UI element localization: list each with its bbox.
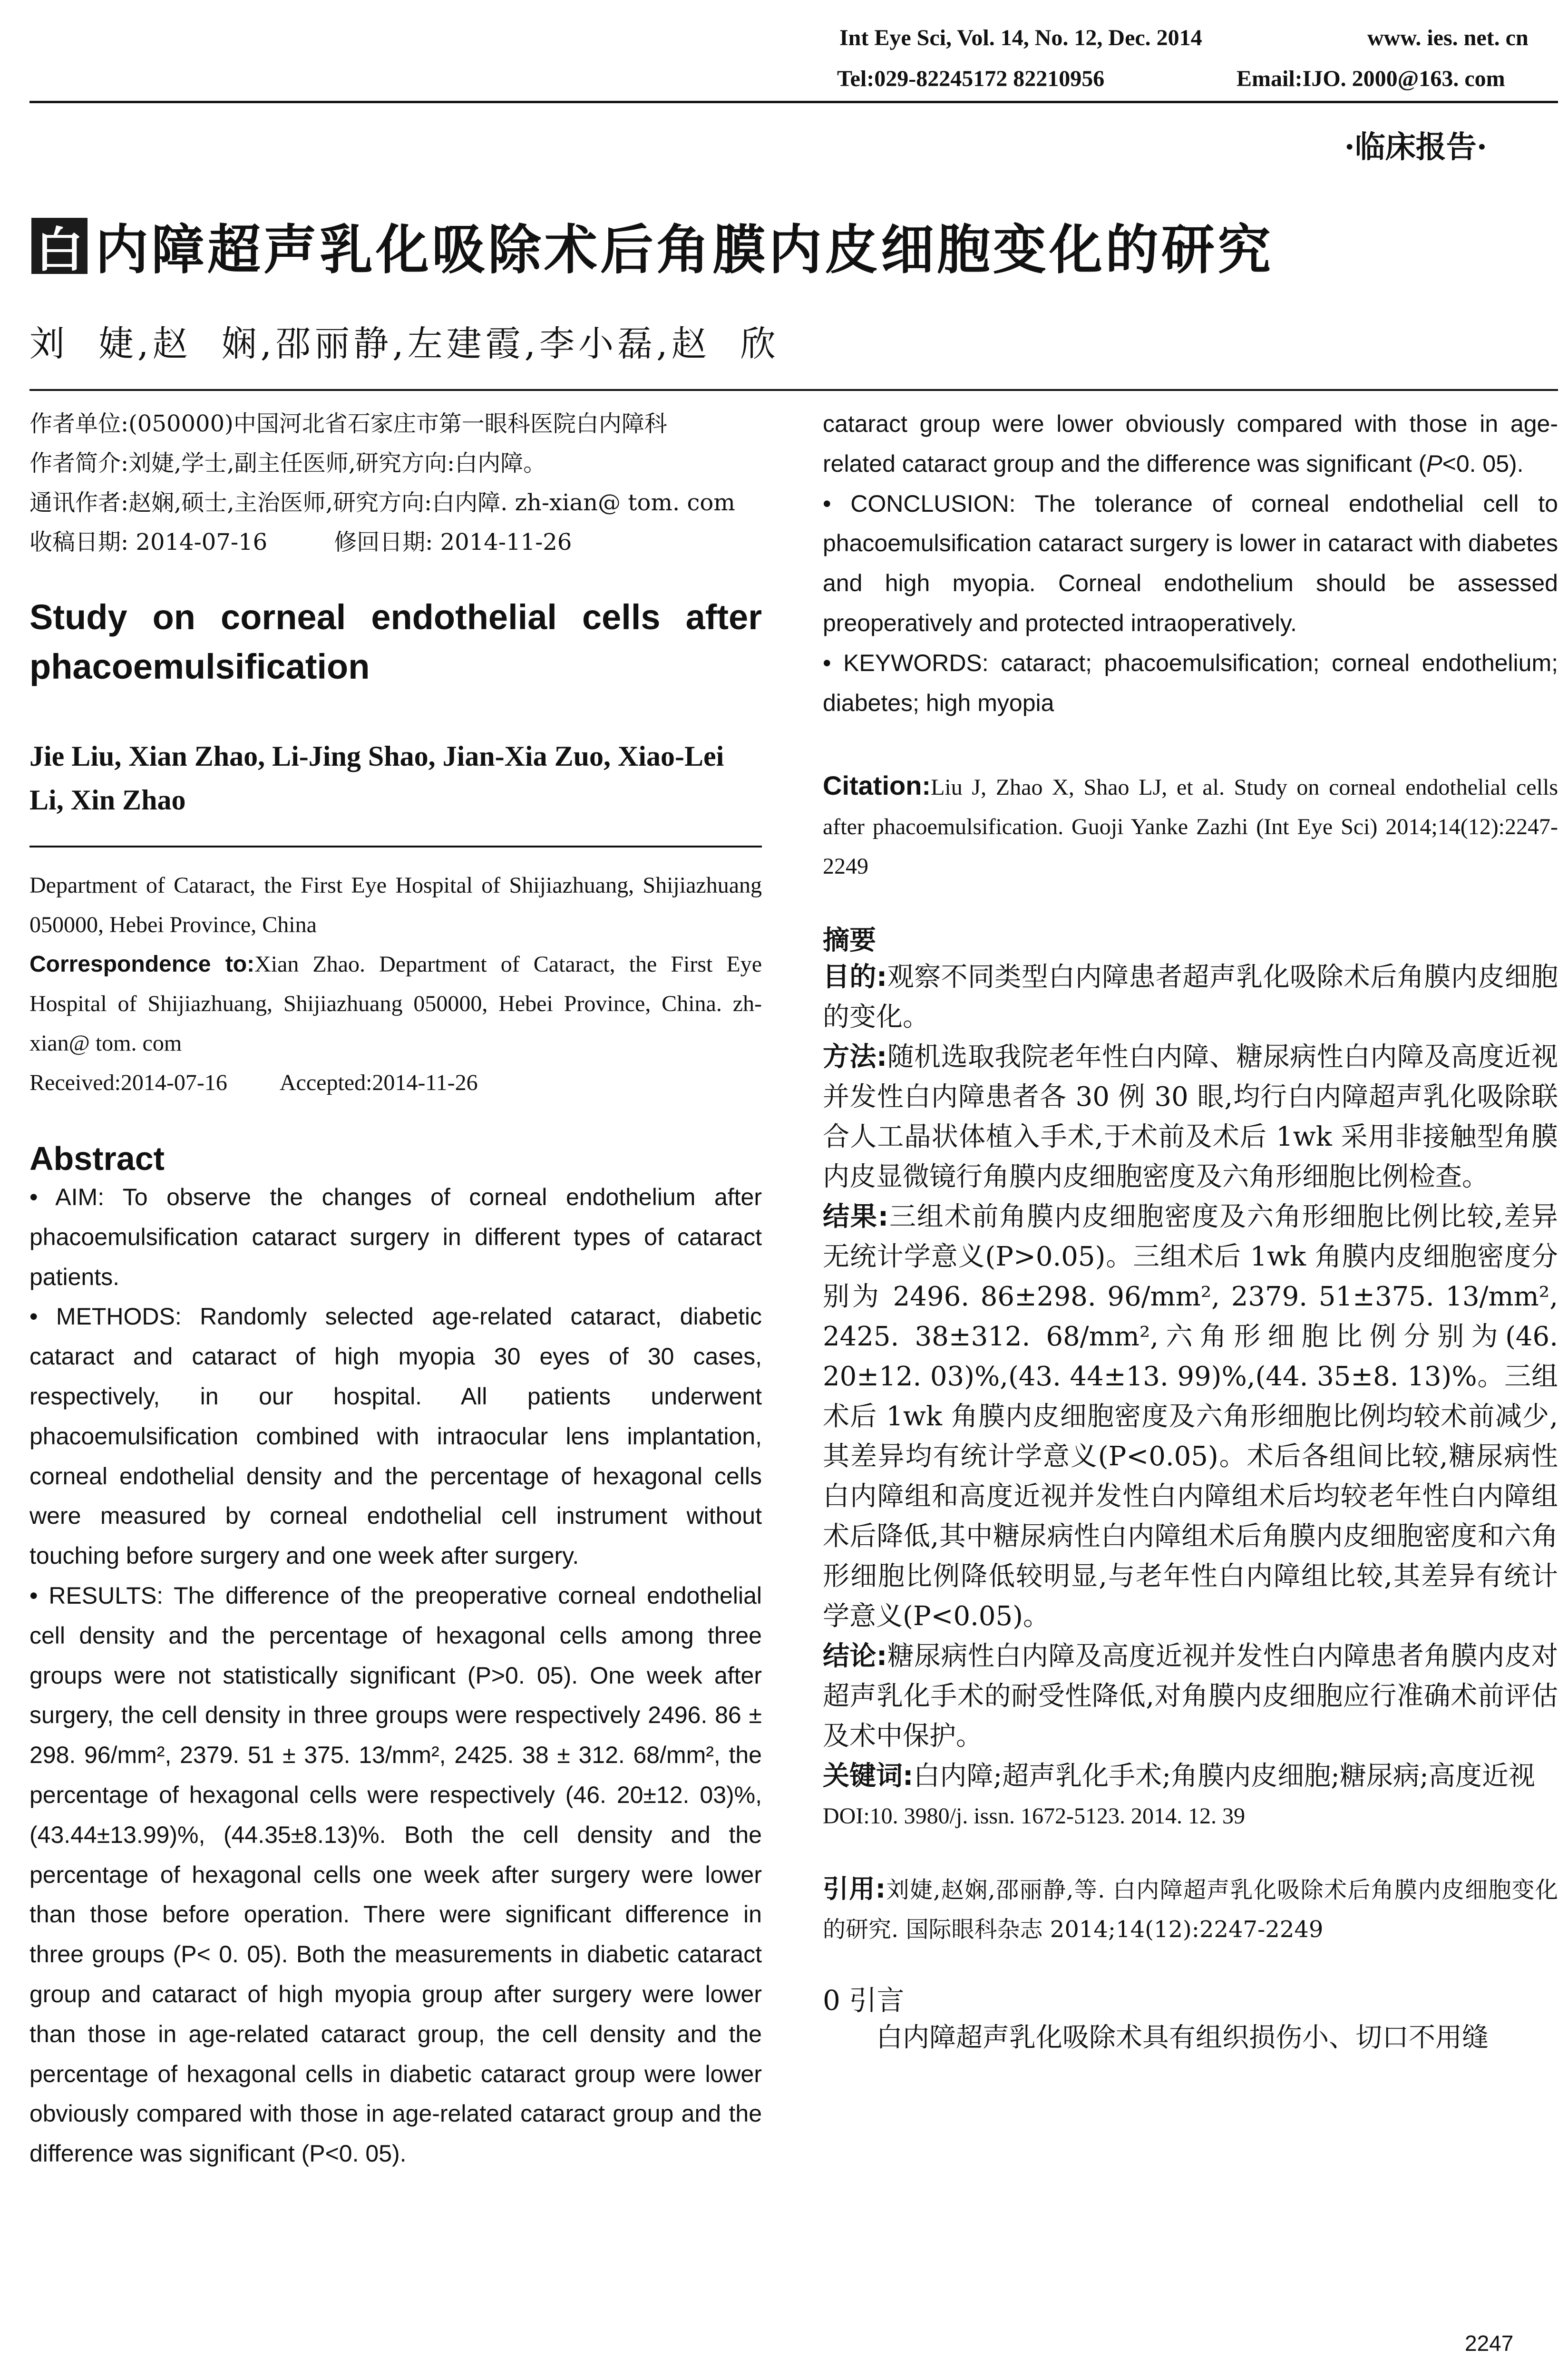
cn-dates [29, 523, 762, 562]
intro-heading: 0 引言 [823, 1984, 905, 2017]
zh-aim [823, 957, 1558, 1037]
zh-keywords-text: 白内障;超声乳化手术;角膜内皮细胞;糖尿病;高度近视 [913, 1761, 1535, 1792]
doi: DOI:10. 3980/j. issn. 1672-5123. 2014. 12. 39 [823, 1803, 1245, 1829]
zh-conclusion-label: 结论: [823, 1641, 887, 1672]
en-received-date: Received:2014-07-16 [29, 1070, 227, 1095]
cn-revised-date: 修回日期: 2014-11-26 [334, 529, 572, 555]
en-correspondence-text: Xian Zhao. Department of Cataract, the First Eye Hospital of Shijiazhuang, Shijiazhuang 050000, Hebei Province, China. zh-xian@ tom. com [29, 952, 762, 1056]
journal-header-line1 [839, 25, 1529, 51]
abstract-conclusion: • CONCLUSION: The tolerance of corneal endothelial cell to phacoemulsification cataract surgery is lower in cataract with diabetes and high myopia. Corneal endothelium should be assessed preoperatively and protected intraoperatively. [823, 490, 1558, 636]
cn-correspondence: 通讯作者:赵娴,硕士,主治医师,研究方向:白内障. zh-xian@ tom. com [29, 489, 735, 516]
en-correspondence-label: Correspondence to: [29, 952, 255, 977]
english-title: Study on corneal endothelial cells after phacoemulsification [29, 597, 762, 686]
zh-results [823, 1197, 1558, 1637]
journal-website: www. ies. net. cn [1367, 25, 1529, 50]
journal-header-line2 [837, 66, 1505, 92]
zh-results-label: 结果: [823, 1201, 889, 1233]
intro-text: 白内障超声乳化吸除术具有组织损伤小、切口不用缝 [876, 2022, 1489, 2054]
zh-methods-text: 随机选取我院老年性白内障、糖尿病性白内障及高度近视并发性白内障患者各 30 例 30 眼,均行白内障超声乳化吸除联合人工晶状体植入手术,于术前及术后 1wk 采用非接触型角膜内皮显微镜行角膜内皮细胞密度及六角形细胞比例检查。 [823, 1042, 1558, 1193]
zh-aim-text: 观察不同类型白内障患者超声乳化吸除术后角膜内皮细胞的变化。 [823, 962, 1558, 1033]
zh-results-text: 三组术前角膜内皮细胞密度及六角形细胞比例比较,差异无统计学意义(P>0.05)。三组术后 1wk 角膜内皮细胞密度分别为 2496. 86±298. 96/mm², 2379. 51±375. 13/mm², 2425. 38±312. 68/mm²,六角形细胞比例分别为(46. 20±12. 03)%,(43. 44±13. 99)%,(44. 35±8. 13)%。三组术后 1wk 角膜内皮细胞密度及六角形细胞比例均较术前减少,其差异均有统计学意义(P<0.05)。术后各组间比较,糖尿病性白内障组和高度近视并发性白内障组术后均较老年性白内障组术后降低,其中糖尿病性白内障组术后角膜内皮细胞密度和六角形细胞比例降低较明显,与老年性白内障组比较,其差异有统计学意义(P<0.05)。 [823, 1201, 1558, 1632]
english-authors: Jie Liu, Xian Zhao, Li-Jing Shao, Jian-Xia Zuo, Xiao-Lei Li, Xin Zhao [29, 740, 724, 816]
zh-keywords-label: 关键词: [823, 1761, 914, 1792]
zh-methods-label: 方法: [823, 1042, 887, 1073]
abstract-methods: • METHODS: Randomly selected age-related cataract, diabetic cataract and cataract of high myopia 30 eyes of 30 cases, respectively, in our hospital. All patients underwent phacoemulsification combined with intraocular lens implantation, corneal endothelial density and the percentage of hexagonal cells were measured by corneal endothelial cell instrument without touching before surgery and one week after surgery. [29, 1303, 762, 1569]
citation [823, 766, 1558, 886]
en-department: Department of Cataract, the First Eye Hospital of Shijiazhuang, Shijiazhuang 050000, Hebei Province, China [29, 873, 762, 937]
en-dates [29, 1063, 762, 1102]
header-rule [29, 101, 1558, 103]
abstract-keywords: • KEYWORDS: cataract; phacoemulsification; corneal endothelium; diabetes; high myopia [823, 649, 1558, 716]
zh-reference-label: 引用: [823, 1874, 886, 1904]
abstract-heading: Abstract [29, 1140, 165, 1177]
en-correspondence [29, 945, 762, 1063]
en-accepted-date: Accepted:2014-11-26 [279, 1070, 478, 1095]
section-label: ·临床报告· [1344, 129, 1487, 165]
title-text: 内障超声乳化吸除术后角膜内皮细胞变化的研究 [95, 219, 1274, 281]
zh-aim-label: 目的: [823, 962, 887, 993]
article-title [31, 207, 1274, 284]
abstract-results: • RESULTS: The difference of the preoperative corneal endothelial cell density and the percentage of hexagonal cells among three groups were not statistically significant (P>0. 05). One week after surgery, the cell density in three groups were respectively 2496. 86 ± 298. 96/mm², 2379. 51 ± 375. 13/mm², 2425. 38 ± 312. 68/mm², the percentage of hexagonal cells were respectively (46. 20±12. 03)%, (43.44±13.99)%, (44.35±8.13)%. Both the cell density and the percentage of hexagonal cells one week after surgery were lower than those before operation. There were significant difference in three groups (P< 0. 05). Both the measurements in diabetic cataract group and cataract of high myopia group after surgery were lower than those in age-related cataract group, the cell density and the percentage of hexagonal cells in diabetic cataract group were lower obviously compared with those in age-related cataract group and the difference was significant (P<0. 05). [29, 1582, 762, 2167]
zh-conclusion [823, 1637, 1558, 1756]
zh-abstract-heading: 摘要 [823, 925, 876, 956]
abstract-aim: • AIM: To observe the changes of corneal endothelium after phacoemulsification cataract surgery in different types of cataract patients. [29, 1184, 762, 1290]
left-column [29, 404, 762, 2175]
citation-text: Liu J, Zhao X, Shao LJ, et al. Study on corneal endothelial cells after phacoemulsification. Guoji Yanke Zazhi (Int Eye Sci) 2014;14(12):2247-2249 [823, 775, 1558, 879]
zh-keywords [823, 1756, 1558, 1796]
journal-tel: Tel:029-82245172 82210956 [837, 66, 1105, 91]
zh-methods [823, 1037, 1558, 1197]
right-column [823, 404, 1558, 2058]
zh-reference-text: 刘婕,赵娴,邵丽静,等. 白内障超声乳化吸除术后角膜内皮细胞变化的研究. 国际眼科杂志 2014;14(12):2247-2249 [823, 1877, 1558, 1943]
title-initial-box: 白 [31, 218, 88, 274]
abstract-results-continued: cataract group were lower obviously compared with those in age-related cataract group and the difference was significant (P<0. 05). [823, 410, 1558, 477]
authors-rule [29, 389, 1558, 391]
page-number: 2247 [1465, 2331, 1514, 2356]
journal-email: Email:IJO. 2000@163. com [1237, 66, 1505, 91]
zh-conclusion-text: 糖尿病性白内障及高度近视并发性白内障患者角膜内皮对超声乳化手术的耐受性降低,对角膜内皮细胞应行准确术前评估及术中保护。 [823, 1641, 1558, 1752]
journal-citation-line: Int Eye Sci, Vol. 14, No. 12, Dec. 2014 [839, 25, 1202, 50]
cn-affiliation: 作者单位:(050000)中国河北省石家庄市第一眼科医院白内障科 [29, 410, 667, 437]
authors-chinese: 刘 婕,赵 娴,邵丽静,左建霞,李小磊,赵 欣 [29, 323, 779, 364]
citation-label: Citation: [823, 770, 931, 801]
zh-reference [823, 1869, 1558, 1949]
cn-received-date: 收稿日期: 2014-07-16 [29, 529, 268, 555]
cn-author-bio: 作者简介:刘婕,学士,副主任医师,研究方向:白内障。 [29, 450, 546, 477]
